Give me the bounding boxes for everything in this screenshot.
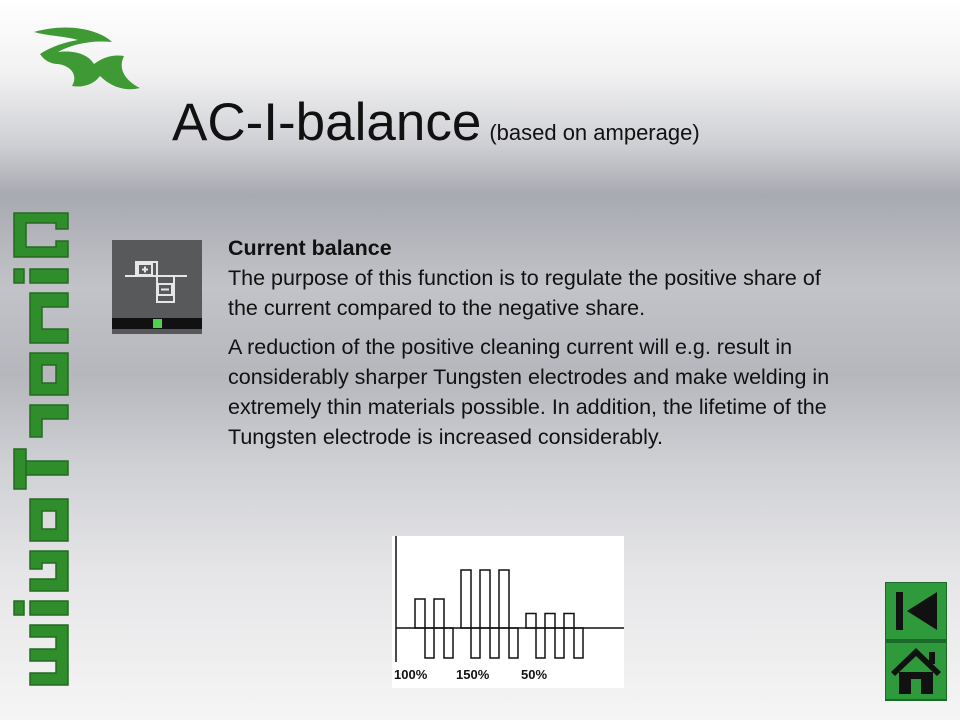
negative-pulse bbox=[536, 628, 545, 658]
positive-pulse bbox=[415, 599, 425, 628]
balance-waveform-chart bbox=[392, 536, 624, 688]
title-main: AC-I-balance bbox=[172, 93, 482, 152]
positive-pulse bbox=[434, 599, 444, 628]
chart-axes bbox=[396, 536, 624, 662]
migatronic-wordmark bbox=[10, 205, 72, 695]
negative-pulse bbox=[425, 628, 434, 658]
title-subtitle: (based on amperage) bbox=[489, 120, 700, 145]
positive-pulse bbox=[526, 614, 536, 629]
migatronic-logo-mark bbox=[28, 18, 146, 98]
tick-label: 100% bbox=[394, 667, 428, 682]
section-heading: Current balance bbox=[228, 236, 392, 260]
positive-pulse bbox=[480, 570, 490, 628]
positive-pulse bbox=[564, 614, 574, 629]
positive-pulse bbox=[499, 570, 509, 628]
negative-pulse bbox=[574, 628, 583, 658]
negative-pulse bbox=[444, 628, 453, 658]
previous-button[interactable] bbox=[885, 582, 947, 640]
description-paragraph-2: A reduction of the positive cleaning current will e.g. result in considerably sharper Tungsten electrodes and make welding in extremely thin materials possible. In addition, the lifetime of the Tungsten electrode is increased considerably. bbox=[228, 335, 830, 449]
tick-label: 150% bbox=[456, 667, 490, 682]
page-title bbox=[172, 92, 700, 153]
description-text bbox=[228, 233, 848, 452]
negative-pulse bbox=[490, 628, 499, 658]
negative-pulse bbox=[509, 628, 518, 658]
negative-pulse bbox=[471, 628, 480, 658]
tick-label: 50% bbox=[521, 667, 548, 682]
navigation-panel bbox=[885, 582, 947, 702]
positive-pulse bbox=[461, 570, 471, 628]
positive-pulse bbox=[545, 614, 555, 629]
negative-pulse bbox=[555, 628, 564, 658]
current-balance-icon bbox=[112, 240, 202, 334]
chart-tick-labels bbox=[394, 667, 547, 682]
home-button[interactable] bbox=[885, 642, 947, 700]
chart-bars bbox=[415, 570, 583, 658]
description-paragraph-1: The purpose of this function is to regulate the positive share of the current compared to the negative share. bbox=[228, 266, 821, 320]
